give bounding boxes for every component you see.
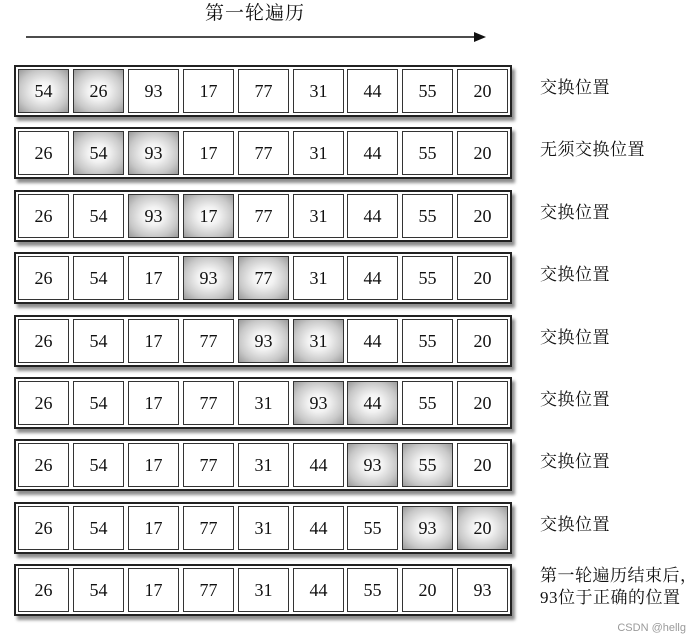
array-cell: 77: [183, 568, 234, 612]
step-note: [540, 264, 610, 286]
array-cell: 17: [128, 568, 179, 612]
array-cell: 20: [457, 69, 508, 113]
step-note-line: 交换位置: [540, 515, 610, 534]
array-cell: 17: [128, 256, 179, 300]
array-row: [14, 65, 512, 117]
array-cell: 26: [18, 194, 69, 238]
compared-cell: 26: [73, 69, 124, 113]
compared-cell: 31: [293, 319, 344, 363]
step-note-line: 交换位置: [540, 78, 610, 97]
array-cell: 54: [73, 568, 124, 612]
compared-cell: 93: [293, 381, 344, 425]
array-cell: 55: [347, 568, 398, 612]
step-note: [540, 77, 610, 99]
array-cell: 93: [128, 69, 179, 113]
compared-cell: 55: [402, 443, 453, 487]
step-note-line: 交换位置: [540, 452, 610, 471]
array-cell: 31: [293, 131, 344, 175]
array-row: [14, 190, 512, 242]
array-row: [14, 127, 512, 179]
step-note-line: 第一轮遍历结束后，: [540, 566, 698, 585]
step-note-line: 交换位置: [540, 265, 610, 284]
compared-cell: 93: [402, 506, 453, 550]
compared-cell: 93: [238, 319, 289, 363]
array-cell: 26: [18, 319, 69, 363]
array-cell: 55: [402, 131, 453, 175]
array-cell: 55: [402, 381, 453, 425]
array-cell: 55: [402, 319, 453, 363]
array-cell: 31: [238, 568, 289, 612]
compared-cell: 44: [347, 381, 398, 425]
array-row: [14, 315, 512, 367]
array-cell: 55: [347, 506, 398, 550]
array-cell: 44: [293, 443, 344, 487]
array-cell: 44: [293, 568, 344, 612]
array-cell: 77: [183, 319, 234, 363]
array-cell: 26: [18, 568, 69, 612]
array-cell: 54: [73, 256, 124, 300]
step-note-line: 交换位置: [540, 390, 610, 409]
compared-cell: 20: [457, 506, 508, 550]
array-cell: 26: [18, 506, 69, 550]
array-cell: 17: [183, 131, 234, 175]
compared-cell: 54: [73, 131, 124, 175]
array-cell: 31: [238, 506, 289, 550]
step-note-line: 交换位置: [540, 328, 610, 347]
diagram-title: 第一轮遍历: [204, 3, 305, 24]
array-cell: 31: [238, 443, 289, 487]
compared-cell: 17: [183, 194, 234, 238]
array-cell: 31: [238, 381, 289, 425]
array-cell: 31: [293, 194, 344, 238]
compared-cell: 93: [128, 194, 179, 238]
array-row: [14, 502, 512, 554]
step-note: [540, 327, 610, 349]
array-cell: 20: [457, 443, 508, 487]
array-cell: 54: [73, 443, 124, 487]
direction-arrow: [0, 0, 700, 60]
array-cell: 20: [457, 131, 508, 175]
compared-cell: 93: [128, 131, 179, 175]
array-cell: 55: [402, 194, 453, 238]
array-cell: 17: [183, 69, 234, 113]
array-cell: 55: [402, 256, 453, 300]
array-cell: 44: [347, 194, 398, 238]
step-note-line: 交换位置: [540, 203, 610, 222]
step-note: [540, 514, 610, 536]
array-cell: 44: [347, 256, 398, 300]
compared-cell: 93: [183, 256, 234, 300]
array-cell: 54: [73, 319, 124, 363]
step-note: [540, 565, 698, 609]
array-cell: 20: [457, 319, 508, 363]
watermark: CSDN @hellg: [617, 622, 686, 634]
array-cell: 77: [183, 506, 234, 550]
array-cell: 77: [183, 381, 234, 425]
array-cell: 44: [293, 506, 344, 550]
array-cell: 44: [347, 69, 398, 113]
compared-cell: 77: [238, 256, 289, 300]
array-cell: 17: [128, 319, 179, 363]
array-cell: 17: [128, 443, 179, 487]
array-cell: 20: [457, 381, 508, 425]
array-cell: 26: [18, 381, 69, 425]
step-note: [540, 139, 645, 161]
array-cell: 26: [18, 131, 69, 175]
array-cell: 54: [73, 194, 124, 238]
step-note: [540, 451, 610, 473]
array-row: [14, 564, 512, 616]
array-row: [14, 377, 512, 429]
array-cell: 93: [457, 568, 508, 612]
array-row: [14, 252, 512, 304]
array-row: [14, 439, 512, 491]
step-note-line: 93位于正确的位置: [540, 588, 681, 607]
array-cell: 54: [73, 506, 124, 550]
array-cell: 20: [402, 568, 453, 612]
array-cell: 54: [73, 381, 124, 425]
array-cell: 26: [18, 256, 69, 300]
array-cell: 77: [183, 443, 234, 487]
step-note: [540, 202, 610, 224]
array-cell: 44: [347, 131, 398, 175]
array-cell: 44: [347, 319, 398, 363]
array-cell: 31: [293, 256, 344, 300]
array-cell: 20: [457, 256, 508, 300]
array-cell: 20: [457, 194, 508, 238]
step-note: [540, 389, 610, 411]
array-cell: 31: [293, 69, 344, 113]
array-cell: 17: [128, 506, 179, 550]
array-cell: 77: [238, 131, 289, 175]
array-cell: 55: [402, 69, 453, 113]
array-cell: 17: [128, 381, 179, 425]
array-cell: 26: [18, 443, 69, 487]
array-cell: 77: [238, 194, 289, 238]
compared-cell: 93: [347, 443, 398, 487]
compared-cell: 54: [18, 69, 69, 113]
array-cell: 77: [238, 69, 289, 113]
step-note-line: 无须交换位置: [540, 140, 645, 159]
